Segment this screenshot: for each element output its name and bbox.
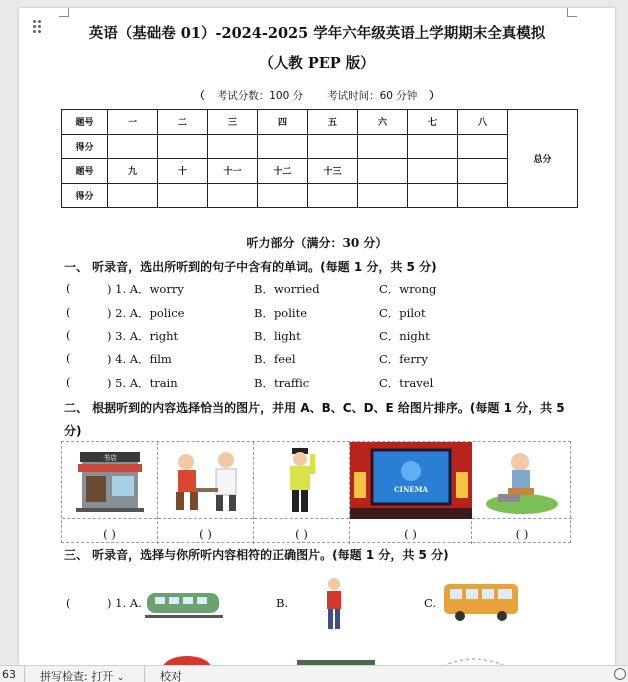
option-b: B. <box>276 596 289 610</box>
option-c: C．ferry <box>379 352 428 366</box>
answer-blank[interactable]: ( ) <box>404 527 417 541</box>
option-a: ) 1. A．worry <box>107 282 184 296</box>
page-title: 英语（基础卷 01）-2024-2025 学年六年级英语上学期期末全真模拟 <box>88 25 546 42</box>
answer-paren[interactable]: ( <box>66 328 71 342</box>
table-cell: 九 <box>108 159 158 184</box>
answer-paren[interactable]: ( <box>66 596 71 610</box>
table-cell: 得分 <box>62 134 108 159</box>
answer-paren[interactable]: ( <box>66 375 71 389</box>
option-c: C．night <box>379 329 430 343</box>
table-cell: 十二 <box>258 159 308 184</box>
option-b: B．traffic <box>254 376 310 390</box>
score-input-cell <box>158 183 208 208</box>
table-cell: 六 <box>358 110 408 135</box>
table-cell: 一 <box>108 110 158 135</box>
option-b: B．light <box>254 329 301 343</box>
option-a: ) 1. A. <box>107 596 142 610</box>
table-cell: 十 <box>158 159 208 184</box>
divider <box>144 666 145 682</box>
doctor-visit-image <box>158 442 253 519</box>
table-row <box>62 159 578 184</box>
score-input-cell <box>358 159 408 184</box>
partial-picture-image <box>297 658 377 665</box>
score-input-cell <box>458 134 508 159</box>
table-row <box>62 183 578 208</box>
exam-info <box>19 88 615 103</box>
partial-picture-image <box>439 654 509 665</box>
spell-check-label: 拼写检查: 打开 <box>40 670 114 682</box>
chevron-down-icon: ⌄ <box>116 673 125 682</box>
table-row <box>62 110 578 135</box>
answer-blank[interactable]: ( ) <box>515 527 529 541</box>
spell-check-toggle[interactable] <box>40 668 124 682</box>
question-row <box>64 305 584 323</box>
paren-close: ） <box>429 90 440 102</box>
option-c: C．pilot <box>379 306 426 320</box>
status-bar <box>0 665 628 682</box>
score-input-cell <box>408 183 458 208</box>
settings-icon[interactable] <box>614 668 626 680</box>
document-page <box>19 8 615 665</box>
picture-grid <box>61 441 571 543</box>
section2-title: 二、 根据听到的内容选择恰当的图片，并用 A、B、C、D、E 给图片排序。(每题 1 分，共 5 <box>64 401 565 415</box>
partial-picture-image <box>159 650 221 665</box>
section2-title-cont: 分) <box>64 424 82 438</box>
option-a: ) 3. A．right <box>107 329 179 343</box>
option-b: B．worried <box>254 282 320 296</box>
answer-paren[interactable]: ( <box>66 305 71 319</box>
score-input-cell <box>208 134 258 159</box>
sitting-boy-image <box>472 442 572 519</box>
boy-walking-image <box>319 576 349 636</box>
picture-cell <box>62 442 158 544</box>
table-cell: 得分 <box>62 183 108 208</box>
table-cell: 七 <box>408 110 458 135</box>
time-info: 考试时间：60 分钟 <box>327 90 418 102</box>
score-input-cell <box>358 183 408 208</box>
score-input-cell <box>308 134 358 159</box>
question-row <box>64 328 584 346</box>
table-cell: 题号 <box>62 159 108 184</box>
option-c: C．travel <box>379 376 434 390</box>
answer-blank[interactable]: ( ) <box>103 527 116 541</box>
table-row <box>62 134 578 159</box>
score-input-cell <box>208 183 258 208</box>
score-input-cell <box>108 134 158 159</box>
option-c: C. <box>424 596 437 610</box>
score-input-cell <box>358 134 408 159</box>
score-input-cell <box>408 159 458 184</box>
cinema-label: CINEMA <box>394 485 428 494</box>
table-cell: 二 <box>158 110 208 135</box>
question-row <box>64 281 584 299</box>
score-input-cell <box>308 183 358 208</box>
option-c: C．wrong <box>379 282 437 296</box>
option-a: ) 2. A．police <box>107 306 185 320</box>
police-officer-image <box>254 442 349 519</box>
picture-cell <box>472 442 572 544</box>
total-score-cell: 总分 <box>508 110 578 208</box>
crop-mark-top-right <box>567 8 577 17</box>
paren-open: （ <box>194 90 205 102</box>
picture-cell <box>254 442 350 544</box>
answer-paren[interactable]: ( <box>66 351 71 365</box>
divider <box>24 666 25 682</box>
score-input-cell <box>258 183 308 208</box>
score-table <box>61 109 578 208</box>
option-b: B．feel <box>254 352 296 366</box>
option-a: ) 4. A．film <box>107 352 172 366</box>
option-b: B．polite <box>254 306 308 320</box>
option-a: ) 5. A．train <box>107 376 178 390</box>
table-cell: 题号 <box>62 110 108 135</box>
table-cell: 十三 <box>308 159 358 184</box>
score-input-cell <box>158 134 208 159</box>
listening-header: 听力部分（满分：30 分） <box>246 236 388 250</box>
table-cell: 三 <box>208 110 258 135</box>
score-info: 考试分数：100 分 <box>216 90 304 102</box>
question-row <box>64 375 584 393</box>
bus-image <box>442 580 522 624</box>
question-row <box>64 351 584 369</box>
train-image <box>145 587 223 623</box>
table-cell: 十一 <box>208 159 258 184</box>
section1-title: 一、 听录音，选出所听到的句子中含有的单词。(每题 1 分，共 5 分) <box>64 260 437 274</box>
score-input-cell <box>458 159 508 184</box>
answer-paren[interactable]: ( <box>66 281 71 295</box>
answer-blank[interactable]: ( ) <box>295 527 308 541</box>
proofread-button[interactable]: 校对 <box>160 670 182 682</box>
crop-mark-top-left <box>59 8 69 17</box>
picture-cell <box>158 442 254 544</box>
section3-title: 三、 听录音，选择与你所听内容相符的正确图片。(每题 1 分，共 5 分) <box>64 548 449 562</box>
answer-blank[interactable]: ( ) <box>199 527 212 541</box>
score-input-cell <box>108 183 158 208</box>
bookstore-image <box>62 442 157 519</box>
picture-cell <box>350 442 472 544</box>
page-subtitle: （人教 PEP 版） <box>259 55 375 72</box>
shop-sign: 书店 <box>103 454 117 462</box>
table-cell: 四 <box>258 110 308 135</box>
table-cell: 五 <box>308 110 358 135</box>
page-number: 63 <box>2 668 16 681</box>
table-cell: 八 <box>458 110 508 135</box>
score-input-cell <box>258 134 308 159</box>
cinema-image <box>350 442 471 519</box>
score-input-cell <box>408 134 458 159</box>
score-input-cell <box>458 183 508 208</box>
